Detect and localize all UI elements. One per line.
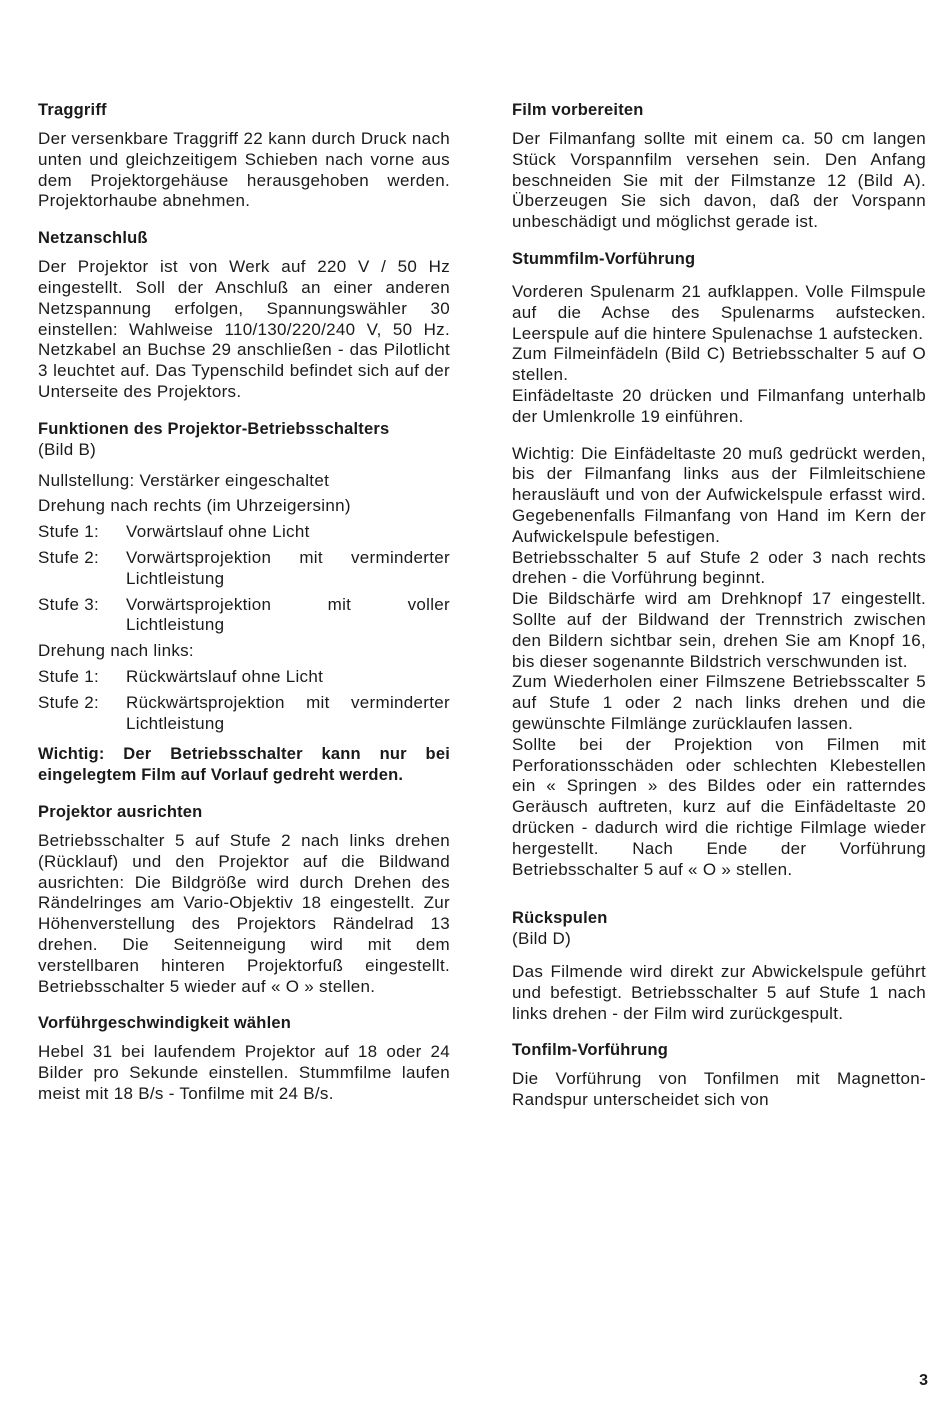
step-row [38,522,450,543]
text-film-vorbereiten: Der Filmanfang sollte mit einem ca. 50 cm langen Stück Vorspannfilm versehen sein. Den Anfang beschneiden Sie mit der Filmstanze 12 (Bild A). Überzeugen Sie sich davon, daß der Vorspann unbeschädigt und möglichst gerade ist. [512,129,926,232]
heading-geschwindigkeit: Vorführgeschwindigkeit wählen [38,1014,292,1033]
section-tonfilm [512,1040,926,1111]
text-stummfilm-2: Zum Filmeinfädeln (Bild C) Betriebsschalter 5 auf O stellen. [512,344,926,385]
heading-ausrichten: Projektor ausrichten [38,802,203,821]
step-row [38,595,450,637]
text-nullstellung: Nullstellung: Verstärker eingeschaltet [38,470,330,490]
heading-traggriff: Traggriff [38,101,107,119]
step-text: Vorwärtslauf ohne Licht [126,522,310,542]
section-traggriff [38,100,450,212]
text-geschwindigkeit: Hebel 31 bei laufendem Projektor auf 18 oder 24 Bilder pro Sekunde einstellen. Stummfilme laufen meist mit 18 B/s - Tonfilme mit 24 B/s. [38,1042,450,1103]
heading-funktionen: Funktionen des Projektor-Betriebsschalters [38,419,390,438]
text-stummfilm-3: Einfädeltaste 20 drücken und Filmanfang unterhalb der Umlenkrolle 19 einführen. [512,385,926,426]
step-label: Stufe 1: [38,522,99,542]
section-ausrichten [38,802,450,997]
text-tonfilm: Die Vorführung von Tonfilmen mit Magnetton-Randspur unterscheidet sich von [512,1069,926,1110]
text-stummfilm-8: Sollte bei der Projektion von Filmen mit Perforationsschäden oder schlechten Klebestellen ein « Springen » des Bildes oder ein ratterndes Geräusch auftreten, kurz auf die Einfädeltaste 20 drücken - dadurch wird die richtige Filmlage wieder hergestellt. Nach Ende der Vorführung Betriebsschalter 5 auf « O » stellen. [512,734,926,879]
step-label: Stufe 2: [38,692,99,712]
step-label: Stufe 1: [38,666,99,686]
heading-stummfilm: Stummfilm-Vorführung [512,249,696,268]
step-text: Rückwärtsprojektion mit verminderter Lichtleistung [126,692,450,733]
left-column [38,100,450,1121]
text-stummfilm-1: Vorderen Spulenarm 21 aufklappen. Volle Filmspule auf die Achse des Spulenarms aufstecken. Leerspule auf die hintere Spulenachse 1 aufstecken. [512,281,926,343]
warning-note: Wichtig: Der Betriebsschalter kann nur bei eingelegtem Film auf Vorlauf gedreht werden. [38,745,450,785]
text-ausrichten: Betriebsschalter 5 auf Stufe 2 nach links drehen (Rücklauf) und den Projektor auf die Bildwand ausrichten: Die Bildgröße wird durch Drehen des Rändelringes am Vario-Objektiv 18 eingestellt. Zur Höhenverstellung des Projektors Rändelrad 13 drehen. Die Seitenneigung wird mit dem verstellbaren hinteren Projektorfuß eingestellt. Betriebsschalter 5 wieder auf « O » stellen. [38,830,450,996]
text-drehung-links: Drehung nach links: [38,641,194,661]
step-text: Rückwärtslauf ohne Licht [126,666,324,686]
text-stummfilm-7: Zum Wiederholen einer Filmszene Betriebsscalter 5 auf Stufe 1 oder 2 nach links drehen und die gewünschte Filmlänge zurücklaufen lassen. [512,672,926,733]
text-stummfilm-5: Betriebsschalter 5 auf Stufe 2 oder 3 nach rechts drehen - die Vorführung beginnt. [512,547,926,588]
heading-netzanschluss: Netzanschluß [38,229,148,248]
right-column [512,100,926,1127]
text-rueckspulen: Das Filmende wird direkt zur Abwickelspule geführt und befestigt. Betriebsschalter 5 auf Stufe 1 nach links drehen - der Film wird zurückgespult. [512,962,926,1023]
text-traggriff: Der versenkbare Traggriff 22 kann durch Druck nach unten und gleichzeitigem Schieben nach vorne aus dem Projektorgehäuse herausgehoben werden. Projektorhaube abnehmen. [38,129,450,211]
step-row [38,667,450,688]
section-rueckspulen [512,908,926,1024]
section-geschwindigkeit [38,1013,450,1104]
heading-tonfilm: Tonfilm-Vorführung [512,1041,669,1060]
page-number: 3 [919,1372,928,1389]
section-netzanschluss [38,228,450,403]
text-stummfilm-6: Die Bildschärfe wird am Drehknopf 17 eingestellt. Sollte auf der Bildwand der Trennstrich zwischen den Bildern sichtbar sein, drehen Sie am Knopf 16, bis dieser sogenannte Bildstrich verschwunden ist. [512,589,926,671]
step-label: Stufe 3: [38,594,99,614]
step-row [38,693,450,735]
text-netzanschluss: Der Projektor ist von Werk auf 220 V / 50 Hz eingestellt. Soll der Anschluß an einer anderen Netzspannung erfolgen, Spannungswähler 30 einstellen: Wahlweise 110/130/220/240 V, 50 Hz. Netzkabel an Buchse 29 anschließen - das Pilotlicht 3 leuchtet auf. Das Typenschild befindet sich auf der Unterseite des Projektors. [38,257,450,401]
function-list [38,471,450,735]
subheading-bild-d: (Bild D) [512,929,572,949]
text-stummfilm-4: Wichtig: Die Einfädeltaste 20 muß gedrückt werden, bis der Filmanfang links aus der Filmleitschiene herausläuft und von der Aufwickelspule erfasst wird. Gegebenenfalls Filmanfang von Hand im Kern der Aufwickelspule befestigen. [512,443,926,546]
step-text: Vorwärtsprojektion mit verminderter Lichtleistung [126,547,450,588]
subheading-bild-b: (Bild B) [38,439,97,459]
section-funktionen [38,419,450,786]
heading-film-vorbereiten: Film vorbereiten [512,101,644,119]
step-text: Vorwärtsprojektion mit voller Lichtleistung [126,594,450,635]
step-row [38,548,450,590]
step-label: Stufe 2: [38,547,99,567]
text-drehung-rechts: Drehung nach rechts (im Uhrzeigersinn) [38,496,351,516]
section-stummfilm [512,249,926,880]
heading-rueckspulen: Rückspulen [512,909,608,928]
section-film-vorbereiten [512,100,926,233]
